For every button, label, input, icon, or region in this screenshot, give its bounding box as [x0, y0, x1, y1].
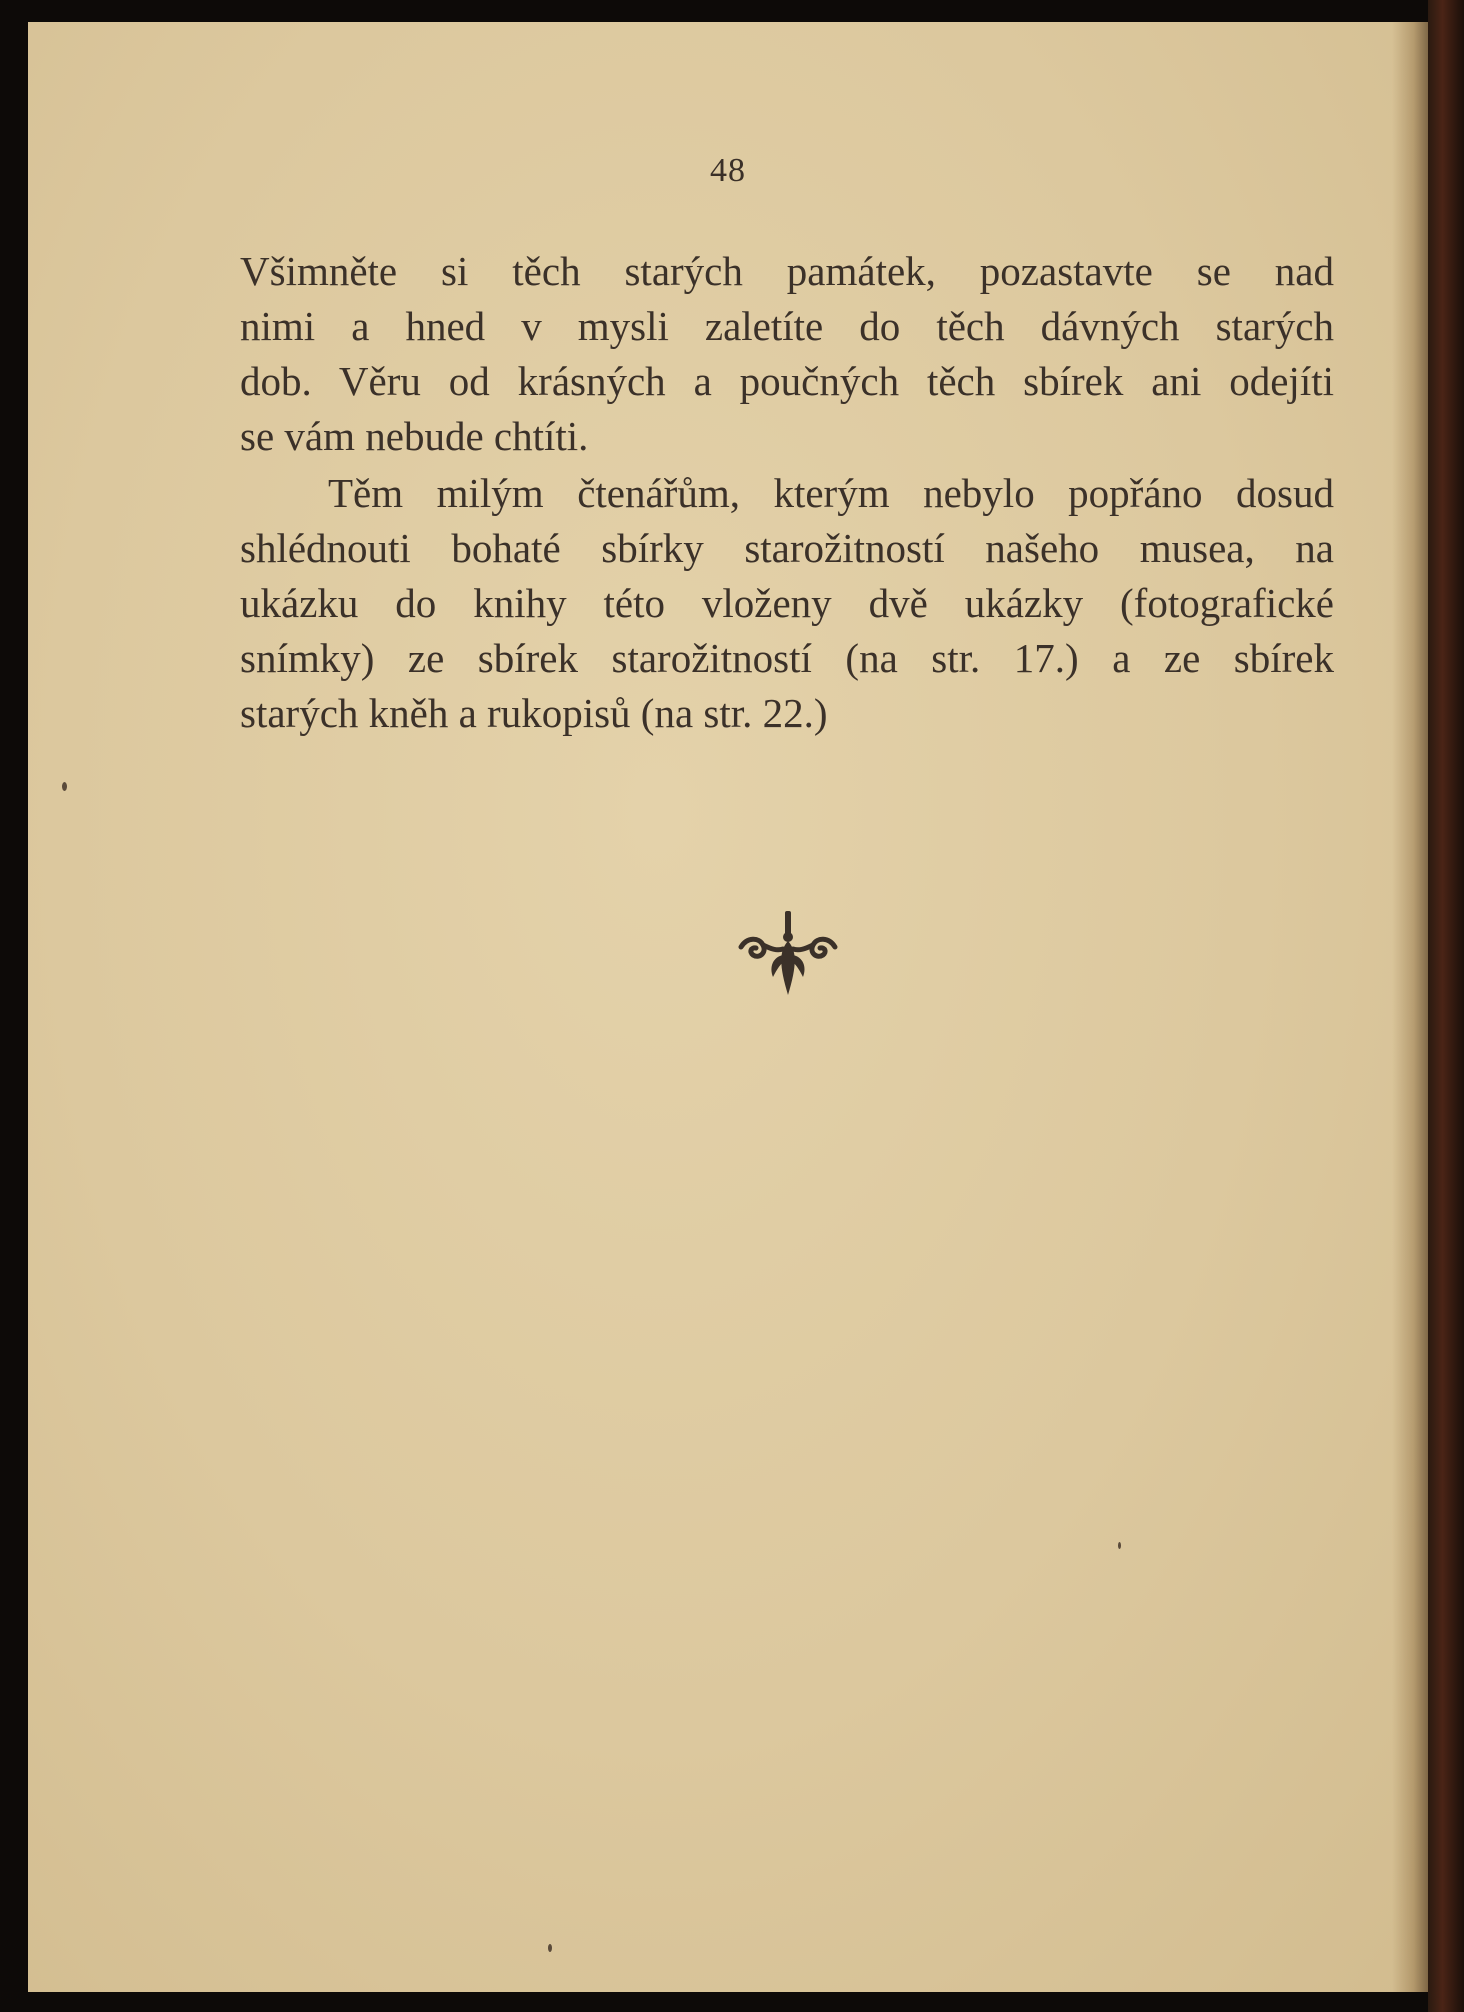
page-number: 48: [710, 152, 746, 189]
page-edge-shadow: [1392, 22, 1428, 1992]
text-line: dob. Věru od krásných a poučných těch sbírek ani odejíti: [240, 358, 1334, 404]
paper-speck: [1118, 1542, 1121, 1549]
text-line: shlédnouti bohaté sbírky starožitností našeho musea, na: [240, 525, 1334, 571]
text-line: snímky) ze sbírek starožitností (na str. 17.) a ze sbírek: [240, 635, 1334, 681]
text-line: Těm milým čtenářům, kterým nebylo popřáno dosud: [328, 470, 1334, 516]
paper-speck: [62, 782, 67, 791]
text-line: ukázku do knihy této vloženy dvě ukázky (fotografické: [240, 580, 1334, 626]
fleuron-ornament-icon: [733, 907, 843, 997]
book-binding-edge: [1428, 0, 1464, 2012]
paper-speck: [548, 1944, 552, 1952]
book-page: [28, 22, 1428, 1992]
text-line: Všimněte si těch starých památek, pozastavte se nad: [240, 248, 1334, 294]
body-text: [240, 244, 1334, 741]
text-line: se vám nebude chtíti.: [240, 413, 589, 459]
text-line: starých kněh a rukopisů (na str. 22.): [240, 690, 828, 736]
text-line: nimi a hned v mysli zaletíte do těch dávných starých: [240, 303, 1334, 349]
